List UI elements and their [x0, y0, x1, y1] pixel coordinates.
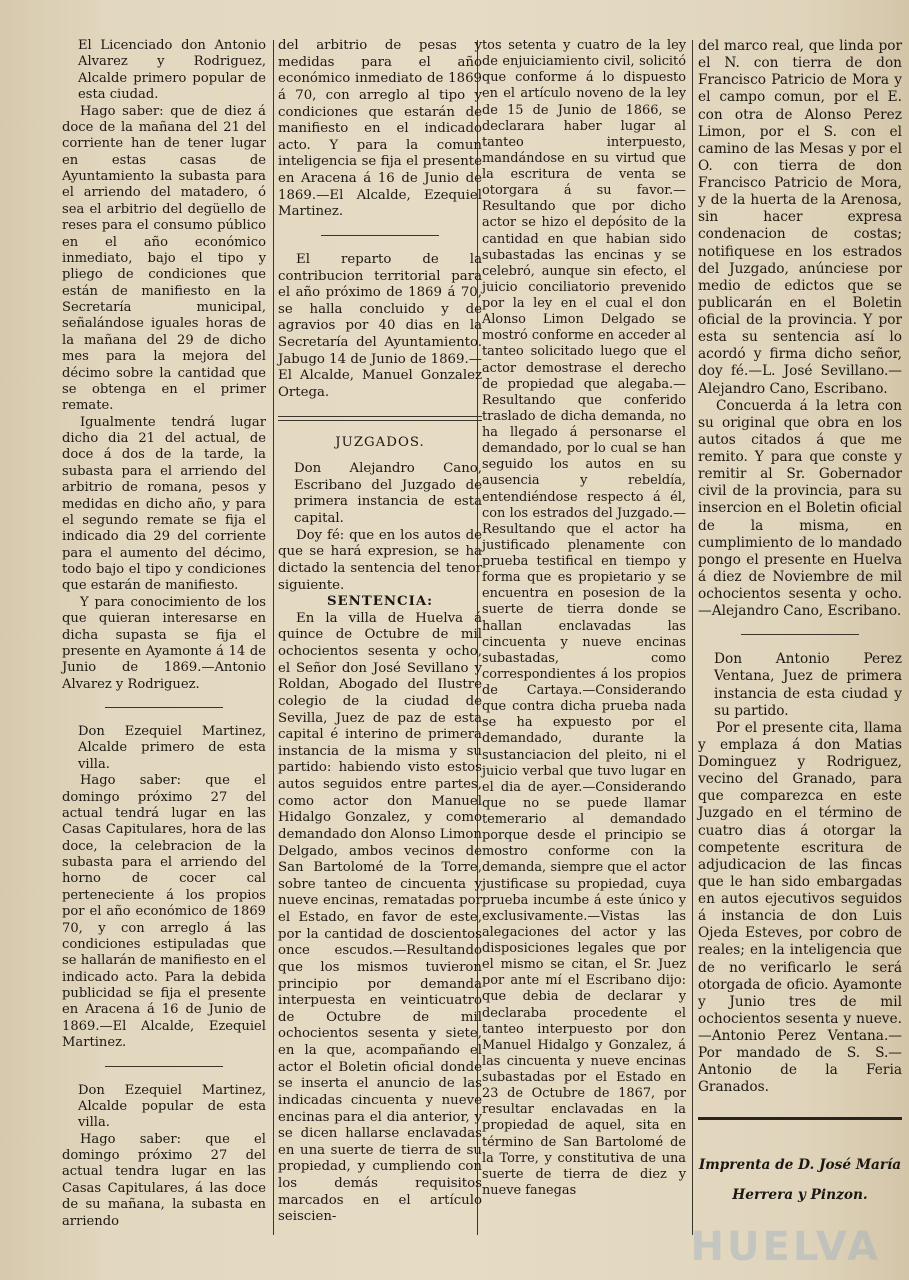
- notice-paragraph: Hago saber: que el domingo próximo 27 del actual tendrá lugar en las Casas Capitulares, hora de las doce, la celebracion de la subasta para el arriendo del horno de cocer cal perteneciente á los propios por el año económico de 1869 70, y con arreglo á las condiciones estipuladas que se hallarán de manifiesto en el indicado acto. Para la debida publicidad se fija el presente en Aracena á 16 de Junio de 1869.—El Alcalde, Ezequiel Martinez.: [62, 773, 266, 1051]
- notice-heading-alvarez: El Licenciado don Antonio Alvarez y Rodriguez, Alcalde primero popular de esta ciudad.: [78, 38, 266, 103]
- column-4: [698, 38, 902, 1210]
- separator: [105, 1066, 223, 1067]
- sentencia-text: En la villa de Huelva á quince de Octubre de mil ochocientos sesenta y ocho, el Señor don José Sevillano y Roldan, Abogado del Ilustre colegio de la ciudad de Sevilla, Juez de paz de esta capital é interino de primera instancia de la misma y su partido: habiendo visto estos autos seguidos entre partes, como actor don Manuel Hidalgo Gonzalez, y como demandado don Alonso Limon Delgado, ambos vecinos de San Bartolomé de la Torre, sobre tanteo de cincuenta y nueve encinas, rematadas por el Estado, en favor de este, por la cantidad de doscientos once escudos.—Resultando que los mismos tuvieron principio por demanda interpuesta en veinticuatro de Octubre de mil ochocientos sesenta y siete, en la que, acompañando el actor el Boletin oficial donde se inserta el anuncio de las indicadas cincuenta y nueve encinas para el dia anterior, y se dicen hallarse enclavadas en una suerte de tierra de su propiedad, y cumpliendo con los demás requisitos marcados en el artículo seiscien-: [278, 610, 482, 1225]
- sentencia-label: SENTENCIA:: [326, 594, 434, 610]
- separator: [741, 634, 859, 635]
- notice-paragraph: Igualmente tendrá lugar dicho dia 21 del actual, de doce á dos de la tarde, la subasta para el arriendo del arbitrio de romana, pesos y medidas en dicho año, y para el segundo remate se fija el indicado dia 29 del corriente para el aumento del décimo, todo bajo el tipo y condiciones que estarán de manifiesto.: [62, 414, 266, 594]
- column-3: [482, 38, 686, 1199]
- notice-heading-martinez: Don Ezequiel Martinez, Alcalde primero de esta villa.: [78, 724, 266, 772]
- notice-reparto: El reparto de la contribucion territorial para el año próximo de 1869 á 70, se halla concluido y de agravios por 40 dias en la Secretaría del Ayuntamiento. Jabugo 14 de Junio de 1869.—El Alcalde, Manuel Gonzalez Ortega.: [278, 251, 482, 400]
- notice-paragraph: Concuerda á la letra con su original que obra en los autos citados á que me remito. Y para que conste y remitir al Sr. Gobernador civil de la provincia, para su insercion en el Boletin oficial de la misma, en cumplimiento de lo mandado pongo el presente en Huelva á diez de Noviembre de mil ochocientos sesenta y ocho.—Alejandro Cano, Escribano.: [698, 397, 902, 620]
- column-1: [62, 38, 266, 1230]
- notice-paragraph: Y para conocimiento de los que quieran interesarse en dicha supasta se fija el presente en Ayamonte á 14 de Junio de 1869.—Antonio Alvarez y Rodriguez.: [62, 594, 266, 692]
- watermark: HUELVA: [690, 1224, 881, 1270]
- section-title: JUZGADOS.: [335, 434, 425, 450]
- notice-continuation: del arbitrio de pesas y medidas para el año económico inmediato de 1869 á 70, con arreglo al tipo y condiciones que estarán de manifiesto en el indicado acto. Y para la comun inteligencia se fija el presente en Aracena á 16 de Junio de 1869.—El Alcalde, Ezequiel Martinez.: [278, 38, 482, 220]
- notice-paragraph: Doy fé: que en los autos de que se hará expresion, se ha dictado la sentencia del tenor siguiente.: [278, 527, 482, 593]
- imprint-line-1: Imprenta de D. José María: [698, 1156, 902, 1173]
- column-rule-3: [692, 40, 693, 1235]
- column-2: [278, 38, 482, 1226]
- notice-heading-cano: Don Alejandro Cano, Escribano del Juzgado de primera instancia de esta capital.: [294, 461, 482, 526]
- double-rule: [278, 416, 482, 421]
- sentencia-continuation: tos setenta y cuatro de la ley de enjuiciamiento civil, solicitó que conforme á lo dispuesto en el artículo noveno de la ley de 15 de Junio de 1866, se declarara haber lugar al tanteo interpuesto, mandándose en su virtud que la escritura de venta se otorgara á su favor.—Resultando que por dicho actor se hizo el depósito de la cantidad en que habian sido subastadas las encinas y se celebró, aunque sin efecto, el juicio conciliatorio prevenido por la ley en el cual el don Alonso Limon Delgado se mostró conforme en acceder al tanteo solicitado luego que el actor demostrase el derecho de propiedad que alegaba.—Resultando que conferido traslado de dicha demanda, no ha llegado á personarse el demandado, por lo cual se han seguido los autos en su ausencia y rebeldía, entendiéndose respecto á él, con los estrados del Juzgado.—Resultando que el actor ha justificado plenamente con prueba testifical en tiempo y forma que es propietario y se encuentra en posesion de la suerte de tierra donde se hallan enclavadas las cincuenta y nueve encinas subastadas, como correspondientes á los propios de Cartaya.—Considerando que contra dicha prueba nada se ha expuesto por el demandado, durante la sustanciacion del pleito, ni el juicio verbal que tuvo lugar en el dia de ayer.—Considerando que no se puede llamar temerario al demandado porque desde el principio se mostro conforme con la demanda, siempre que el actor justificase su propiedad, cuya prueba incumbe á este único y exclusivamente.—Vistas las alegaciones del actor y las disposiciones legales que por el mismo se citan, el Sr. Juez por ante mí el Escribano dijo: que debia de declarar y declaraba procedente el tanteo interpuesto por don Manuel Hidalgo y Gonzalez, á las cincuenta y nueve encinas subastadas por el Estado en 23 de Octubre de 1867, por resultar enclavadas en la propiedad de aquel, sita en término de San Bartolomé de la Torre, y constitutiva de una suerte de tierra de diez y nueve fanegas: [482, 38, 686, 1198]
- notice-paragraph: Hago saber: que el domingo próximo 27 del actual tendra lugar en las Casas Capitulares, á las doce de su mañana, la subasta en arriendo: [62, 1131, 266, 1229]
- thick-rule: [698, 1117, 902, 1120]
- separator: [321, 235, 439, 236]
- notice-heading-perez: Don Antonio Perez Ventana, Juez de primera instancia de esta ciudad y su partido.: [714, 651, 902, 719]
- sentencia-ending: del marco real, que linda por el N. con tierra de don Francisco Patricio de Mora y el campo comun, por el E. con otra de Alonso Perez Limon, por el S. con el camino de las Mesas y por el O. con tierra de don Francisco Patricio de Mora, y de la huerta de la Arenosa, sin hacer expresa condenacion de costas; notifiquese en los estrados del Juzgado, anúnciese por medio de edictos que se publicarán en el Boletin oficial de la provincia. Y por esta su sentencia así lo acordó y firma dicho señor, doy fé.—L. José Sevillano.—Alejandro Cano, Escribano.: [698, 38, 902, 397]
- notice-heading-martinez-2: Don Ezequiel Martinez, Alcalde popular de esta villa.: [78, 1082, 266, 1131]
- column-rule-1: [273, 40, 274, 1235]
- notice-paragraph: Hago saber: que de diez á doce de la mañana del 21 del corriente han de tener lugar en estas casas de Ayuntamiento la subasta para el arriendo del matadero, ó sea el arbitrio del degüello de reses para el consumo público en el año económico inmediato, bajo el tipo y pliego de condiciones que están de manifiesto en la Secretaría municipal, señalándose iguales horas de la mañana del 29 de dicho mes para la mejora del décimo sobre la cantidad que se obtenga en el primer remate.: [62, 103, 266, 414]
- imprint-line-2: Herrera y Pinzon.: [732, 1186, 868, 1203]
- separator: [105, 707, 223, 708]
- notice-paragraph: Por el presente cita, llama y emplaza á don Matias Dominguez y Rodriguez, vecino del Granado, para que comparezca en este Juzgado en el término de cuatro dias á otorgar la competente escritura de adjudicacion de las fincas que le han sido embargadas en autos ejecutivos seguidos á instancia de don Luis Ojeda Esteves, por cobro de reales; en la inteligencia que de no verificarlo le será otorgada de oficio. Ayamonte y Junio tres de mil ochocientos sesenta y nueve.—Antonio Perez Ventana.—Por mandado de S. S.—Antonio de la Feria Granados.: [698, 719, 902, 1096]
